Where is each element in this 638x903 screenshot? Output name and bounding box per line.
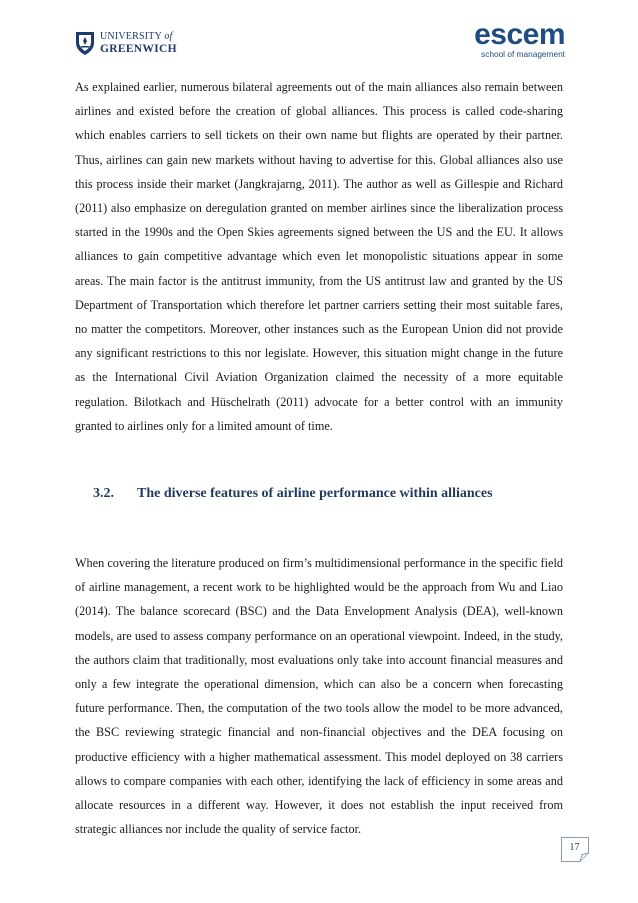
escem-logo	[470, 18, 565, 62]
university-logo-of: of	[164, 31, 173, 42]
university-crest-icon	[74, 30, 96, 56]
escem-logo-name: escem	[474, 18, 565, 51]
university-logo-line2: GREENWICH	[100, 43, 177, 55]
escem-logo-subtitle: school of management	[481, 49, 565, 59]
page-number: 17	[569, 842, 580, 853]
body-paragraph-2: When covering the literature produced on firm’s multidimensional performance in the specific field of airline management, a recent work to be highlighted would be the approach from Wu and Liao (2014). The balance scorecard (BSC) and the Data Envelopment Analysis (DEA), well-known models, are used to assess company performance on an operational viewpoint. Indeed, in the study, the authors claim that traditionally, most evaluations only take into account financial measures and only a few integrate the operational dimension, which can also be a concern when forecasting future performance. Then, the computation of the two tools allow the model to be more advanced, the BSC reviewing strategic financial and non-financial objectives and the DEA focusing on productive efficiency with a higher mathematical assessment. This model deployed on 38 carriers allows to compare companies with each other, identifying the lack of efficiency in some areas and allocate resources in a different way. However, it does not establish the input received from strategic alliances nor include the quality of service factor.	[75, 556, 563, 837]
body-paragraph-1: As explained earlier, numerous bilateral agreements out of the main alliances also remain between airlines and existed before the creation of global alliances. This process is called code-sharing which enables carriers to sell tickets on their own name but flights are operated by their partner. Thus, airlines can gain new markets without having to advertise for this. Global alliances also use this process inside their market (Jangkrajarng, 2011). The author as well as Gillespie and Richard (2011) also emphasize on deregulation granted on member airlines since the liberalization process started in the 1990s and the Open Skies agreements signed between the US and the EU. It allows alliances to gain competitive advantage which even let monopolistic situations appear in some areas. The main factor is the antitrust immunity, from the US antitrust law and granted by the US Department of Transportation which therefore let partner carriers setting their most suitable fares, no matter the competitors. Moreover, other instances such as the European Union did not provide any significant restrictions to this nor legislate. However, this situation might change in the future as the International Civil Aviation Organization claimed the necessity of a more equitable regulation. Bilotkach and Hüschelrath (2011) advocate for a better control with an immunity granted to airlines only for a limited amount of time.	[75, 80, 563, 433]
page-number-box	[561, 837, 591, 862]
section-number: 3.2.	[93, 486, 114, 501]
university-logo-line1: UNIVERSITY	[100, 31, 162, 42]
page-header	[0, 18, 638, 66]
section-heading	[93, 486, 493, 502]
section-title: The diverse features of airline performance within alliances	[137, 486, 493, 501]
university-of-greenwich-logo	[74, 30, 194, 60]
